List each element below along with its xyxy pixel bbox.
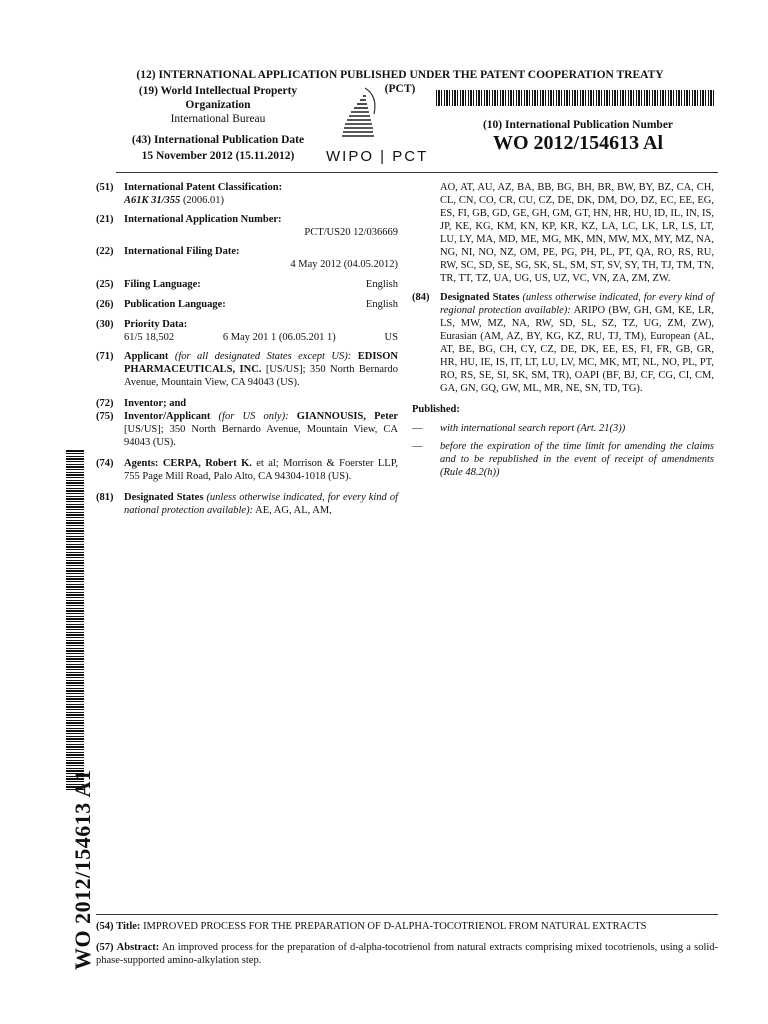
field-74-label: Agents: — [124, 458, 159, 469]
field-74 — [96, 457, 398, 483]
field-21-number: (21) — [96, 214, 114, 225]
field-21-label: International Application Number: — [124, 214, 282, 225]
inventor-address: [US/US]; 350 North Bernardo Avenue, Mountain View, CA 94043 (US). — [124, 424, 398, 448]
title-field — [96, 920, 718, 933]
agent-name: CERPA, Robert K. — [162, 458, 252, 469]
national-states-list: AO, AT, AU, AZ, BA, BB, BG, BH, BR, BW, BY, BZ, CA, CH, CL, CN, CO, CR, CU, CZ, DE, DK, DM, DO, DZ, EC, EE, EG, ES, FI, GB, GD, GE, GH, GM, GT, HN, HR, HU, ID, IL, IN, IS, JP, KE, KG, KM, KN, KP, KR, KZ, LA, LC, LK, LR, LS, LT, LU, LY, MA, MD, ME, MG, MK, MN, MW, MX, MY, MZ, NA, NG, NI, NO, NZ, OM, PE, PG, PH, PL, PT, QA, RO, RS, RU, RW, SC, SD, SE, SG, SK, SL, SM, ST, SV, SY, TH, TJ, TM, TN, TR, TT, TZ, UA, UG, US, UZ, VC, VN, ZA, ZM, ZW. — [440, 182, 714, 284]
abstract-field — [96, 941, 718, 967]
field-84-label: Designated States — [440, 292, 520, 303]
side-publication-number: WO 2012/154613 A1 — [70, 769, 95, 970]
field-57-number: (57) — [96, 942, 114, 953]
field-81-number: (81) — [96, 492, 114, 503]
field-25-label: Filing Language: — [124, 279, 201, 290]
published-item-1 — [412, 422, 714, 435]
field-75-note: (for US only): — [218, 411, 289, 422]
inventor-name: GIANNOUSIS, Peter — [296, 411, 399, 422]
ipc-year: (2006.01) — [182, 195, 225, 206]
field-84 — [412, 291, 714, 395]
field-51-number: (51) — [96, 182, 114, 193]
field-54-number: (54) — [96, 921, 114, 932]
publication-date-label: (43) International Publication Date — [131, 134, 305, 146]
field-75 — [96, 410, 398, 449]
footer-divider — [96, 914, 718, 915]
ipc-code: A61K 31/355 — [124, 195, 181, 206]
wipo-pct-logo: WIPO | PCT — [326, 148, 429, 165]
field-57-label: Abstract: — [116, 942, 160, 953]
field-26-number: (26) — [96, 299, 114, 310]
field-72-number: (72) — [96, 398, 114, 409]
field-51-content — [124, 181, 282, 207]
field-75-number: (75) — [96, 411, 114, 422]
applicant-address: [US/US]; 350 North Bernardo Avenue, Mountain View, CA 94043 (US). — [124, 364, 398, 388]
abstract-text: An improved process for the preparation of d-alpha-tocotrienol from natural extracts comprising mixed tocotrienols, using a solid-phase-supported amino-alkylation step. — [96, 942, 719, 966]
invention-title: IMPROVED PROCESS FOR THE PREPARATION OF D-ALPHA-TOCOTRIENOL FROM NATURAL EXTRACTS — [143, 921, 647, 932]
publication-date: 15 November 2012 (15.11.2012) — [141, 150, 295, 162]
field-81-note: (unless otherwise indicated, for every kind of national protection available): — [124, 492, 398, 516]
field-26-label: Publication Language: — [124, 299, 226, 310]
wipo-emblem-icon — [330, 82, 386, 148]
publication-language: English — [365, 299, 398, 310]
field-51-label: International Patent Classification: — [124, 182, 283, 193]
field-84-note: (unless otherwise indicated, for every kind of regional protection available): — [440, 292, 714, 316]
field-75-label: Inventor/Applicant — [124, 411, 211, 422]
org-line3: International Bureau — [170, 113, 266, 125]
field-72 — [96, 397, 398, 410]
application-number: PCT/US20 12/036669 — [304, 227, 398, 238]
applicant-name: EDISON PHARMACEUTICALS, INC. — [124, 351, 399, 375]
field-30-number: (30) — [96, 319, 114, 330]
field-30-content — [124, 318, 398, 344]
right-column — [412, 181, 714, 479]
field-22 — [96, 245, 398, 271]
field-71 — [96, 350, 398, 389]
issuing-organization — [118, 84, 318, 126]
published-item-2 — [412, 440, 714, 479]
field-22-label: International Filing Date: — [124, 246, 240, 257]
field-21-content — [124, 213, 398, 239]
side-barcode — [66, 450, 84, 790]
field-81-content — [124, 491, 398, 517]
field-81-label: Designated States — [124, 492, 204, 503]
field-74-number: (74) — [96, 458, 114, 469]
org-line1: (19) World Intellectual Property — [138, 85, 298, 97]
field-71-note: (for all designated States except US): — [174, 351, 352, 362]
publication-number: WO 2012/154613 Al — [492, 132, 663, 154]
priority-country: US — [384, 332, 398, 343]
publication-number-label: (10) International Publication Number — [482, 119, 674, 131]
field-72-label: Inventor; and — [124, 398, 187, 409]
header-divider — [116, 172, 718, 173]
field-75-content — [124, 410, 398, 449]
filing-date: 4 May 2012 (04.05.2012) — [290, 259, 398, 270]
field-21 — [96, 213, 398, 239]
field-22-number: (22) — [96, 246, 114, 257]
published-item-2-text: before the expiration of the time limit for amending the claims and to be republished in the event of receipt of amendments (Rule 48.2(h)) — [440, 441, 714, 478]
org-line2: Organization — [185, 99, 251, 111]
priority-application: 61/5 18,502 — [124, 332, 175, 343]
field-30-label: Priority Data: — [124, 319, 188, 330]
field-74-content — [124, 457, 398, 483]
field-25-number: (25) — [96, 279, 114, 290]
field-81 — [96, 491, 398, 517]
field-84-number: (84) — [412, 292, 430, 303]
agent-address: et al; Morrison & Foerster LLP, 755 Page Mill Road, Palo Alto, CA 94304-1018 (US). — [124, 458, 399, 482]
priority-data-row — [124, 331, 398, 344]
filing-language: English — [365, 279, 398, 290]
dash-2: — — [412, 441, 423, 452]
published-heading: Published: — [412, 404, 460, 415]
field-71-label: Applicant — [124, 351, 169, 362]
published-item-1-text: with international search report (Art. 21(3)) — [440, 423, 626, 434]
priority-date: 6 May 201 1 (06.05.201 1) — [222, 332, 336, 343]
field-26 — [96, 298, 398, 311]
field-51 — [96, 181, 398, 207]
field-71-content — [124, 350, 398, 389]
field-30 — [96, 318, 398, 344]
regional-states-list: ARIPO (BW, GH, GM, KE, LR, LS, MW, MZ, NA, RW, SD, SL, SZ, TZ, UG, ZM, ZW), Eurasian (AM, AZ, BY, KG, KZ, RU, TJ, TM), European (AL, AT, BE, BG, CH, CY, CZ, DE, DK, EE, ES, FI, FR, GB, GR, HR, HU, IE, IS, IT, LT, LU, LV, MC, MK, MT, NL, NO, PL, PT, RO, RS, SE, SI, SK, SM, TR), OAPI (BF, BJ, CF, CG, CI, CM, GA, GN, GQ, GW, ML, MR, NE, SN, TD, TG). — [440, 305, 715, 394]
barcode — [436, 90, 716, 106]
field-84-content — [440, 291, 714, 395]
left-column — [96, 181, 398, 517]
national-states-start: AE, AG, AL, AM, — [255, 505, 332, 516]
field-22-content — [124, 245, 398, 271]
field-54-label: Title: — [116, 921, 141, 932]
field-25 — [96, 278, 398, 291]
dash-1: — — [412, 423, 423, 434]
document-type-title: (12) INTERNATIONAL APPLICATION PUBLISHED UNDER THE PATENT COOPERATION TREATY (PCT) — [136, 69, 664, 95]
field-71-number: (71) — [96, 351, 114, 362]
